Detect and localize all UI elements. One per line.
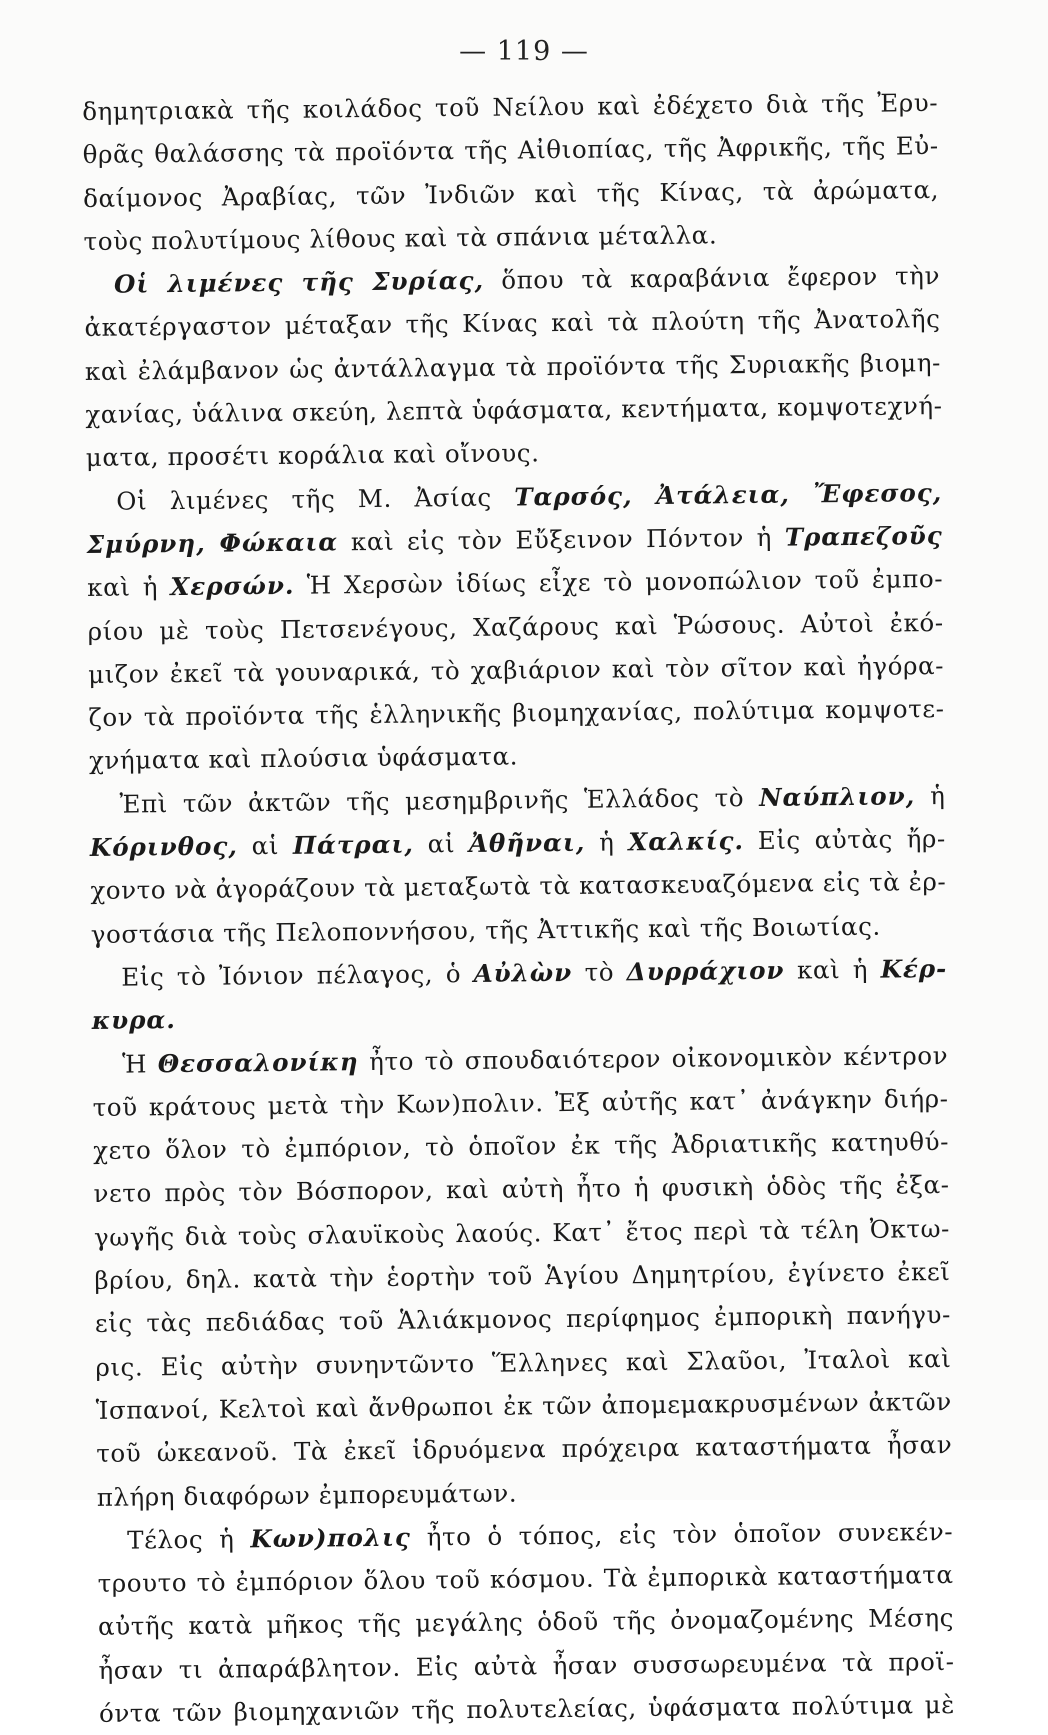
emphasized-place-name: Ταρσός, Ἀτάλεια, Ἔφεσος,	[514, 477, 943, 512]
text-span: ρις. Εἰς αὐτὴν συνηντῶντο Ἕλληνες καὶ Σλαῦοι, Ἰταλοὶ καὶ	[95, 1343, 952, 1382]
text-span: ματα, προσέτι κοράλια καὶ οἴνους.	[85, 438, 540, 473]
text-span: Εἰς τὸ Ἰόνιον πέλαγος, ὁ	[121, 958, 474, 992]
text-span: δαίμονος Ἀραβίας, τῶν Ἰνδιῶν καὶ τῆς Κίνας, τὰ ἀρώματα,	[82, 174, 940, 213]
text-span: ἦτο τὸ σπουδαιότερον οἰκονομικὸν κέντρον	[358, 1040, 949, 1076]
text-span: Εἰς αὐτὰς ἤρ-	[743, 824, 947, 856]
text-span: νετο πρὸς τὸν Βόσπορον, καὶ αὐτὴ ἦτο ἡ φυσικὴ ὁδὸς τῆς ἐξα-	[93, 1170, 950, 1209]
text-span: καὶ εἰς τὸν Εὔξεινον Πόντον ἡ	[338, 522, 785, 557]
text-span: όντα τῶν βιομηχανιῶν τῆς πολυτελείας, ὑφάσματα πολύτιμα μὲ	[98, 1689, 956, 1728]
text-span: ρίου μὲ τοὺς Πετσενέγους, Χαζάρους καὶ Ῥώσους. Αὐτοὶ ἐκό-	[87, 607, 944, 646]
text-span: γοστάσια τῆς Πελοποννήσου, τῆς Ἀττικῆς καὶ τῆς Βοιωτίας.	[90, 911, 881, 949]
text-span: τὸ	[571, 957, 627, 987]
emphasized-place-name: Αὐλὼν	[473, 957, 573, 988]
text-line	[96, 1423, 952, 1475]
text-span: βρίου, δηλ. κατὰ τὴν ἑορτὴν τοῦ Ἁγίου Δημητρίου, ἐγίνετο ἐκεῖ	[94, 1256, 951, 1295]
text-span: ὅπου τὰ καραβάνια ἔφερον τὴν	[483, 261, 941, 295]
text-span: τοῦ κράτους μετὰ τὴν Κων)πολιν. Ἐξ αὐτῆς κατ᾽ ἀνάγκην διήρ-	[92, 1083, 949, 1122]
page-number: — 119 —	[459, 36, 589, 67]
text-span: αἱ	[237, 830, 294, 861]
text-span: καὶ ἐλάμβανον ὡς ἀντάλλαγμα τὰ προϊόντα τῆς Συριακῆς βιομη-	[84, 347, 942, 386]
emphasized-place-name: Δυρράχιον	[626, 955, 785, 987]
text-span: Τέλος ἡ	[127, 1524, 251, 1555]
text-span: γωγῆς διὰ τοὺς σλαυϊκοὺς λαούς. Κατ᾽ ἔτος περὶ τὰ τέλη Ὀκτω-	[93, 1213, 951, 1252]
text-span: χοντο νὰ ἀγοράζουν τὰ μεταξωτὰ τὰ κατασκευαζόμενα εἰς τὰ ἐρ-	[90, 867, 947, 906]
text-span: πλήρη διαφόρων ἐμπορευμάτων.	[96, 1478, 518, 1512]
emphasized-place-name: Κέρ-	[880, 953, 948, 984]
emphasized-place-name: Κων)πολις	[250, 1522, 411, 1554]
text-span: μιζον ἐκεῖ τὰ γουναρικά, τὸ χαβιάριον καὶ τὸν σῖτον καὶ ἠγόρα-	[87, 650, 945, 689]
body-text	[82, 81, 955, 1735]
emphasized-place-name: Ἀθῆναι,	[468, 827, 586, 859]
text-span: χνήματα καὶ πλούσια ὑφάσματα.	[88, 741, 519, 776]
text-span: ἀκατέργαστον μέταξαν τῆς Κίνας καὶ τὰ πλούτη τῆς Ἀνατολῆς	[84, 304, 941, 343]
text-line	[83, 168, 939, 220]
emphasized-place-name: Ναύπλιον,	[758, 781, 916, 812]
emphasized-place-name: Κόρινθος,	[89, 831, 238, 863]
text-span: αἱ	[413, 829, 470, 859]
text-span: ἡ	[585, 827, 629, 857]
emphasized-place-name: Πάτραι,	[292, 829, 415, 860]
text-span: Ἡ Χερσὼν ἰδίως εἶχε τὸ μονοπώλιον τοῦ ἐμπο-	[294, 564, 944, 601]
text-span: δημητριακὰ τῆς κοιλάδος τοῦ Νείλου καὶ ἐδέχετο διὰ τῆς Ἐρυ-	[82, 88, 939, 126]
text-span: εἰς τὰς πεδιάδας τοῦ Ἁλιάκμονος περίφημος ἐμπορικὴ πανήγυ-	[94, 1300, 952, 1339]
text-span: χετο ὅλον τὸ ἐμπόριον, τὸ ὁποῖον ἐκ τῆς Ἀδριατικῆς κατηυθύ-	[92, 1127, 950, 1166]
text-span: θρᾶς θαλάσσης τὰ προϊόντα τῆς Αἰθιοπίας, τῆς Ἀφρικῆς, τῆς Εὐ-	[82, 131, 939, 170]
text-span: τρουτο τὸ ἐμπόριον ὅλου τοῦ κόσμου. Τὰ ἐμπορικὰ καταστήματα	[97, 1560, 954, 1599]
text-line	[91, 947, 947, 999]
text-span: καὶ ἡ	[87, 572, 171, 603]
text-span: αὐτῆς κατὰ μῆκος τῆς μεγάλης ὁδοῦ τῆς ὀνομαζομένης Μέσης	[97, 1603, 955, 1642]
text-span: ἦτο ὁ τόπος, εἰς τὸν ὁποῖον συνεκέν-	[410, 1516, 954, 1552]
text-span: ἡ	[915, 780, 946, 811]
text-span: χανίας, ὑάλινα σκεύη, λεπτὰ ὑφάσματα, κεντήματα, κομψοτεχνή-	[85, 391, 943, 430]
emphasized-place-name: Χερσών.	[170, 571, 295, 602]
text-line	[99, 1683, 955, 1735]
text-span: τοῦ ὠκεανοῦ. Τὰ ἐκεῖ ἱδρυόμενα πρόχειρα καταστήματα ἦσαν	[96, 1430, 953, 1469]
emphasized-place-name: Χαλκίς.	[628, 826, 745, 857]
text-span: Ἐπὶ τῶν ἀκτῶν τῆς μεσημβρινῆς Ἑλλάδος τὸ	[119, 782, 760, 819]
emphasized-place-name: Τραπεζοῦς	[784, 520, 943, 552]
emphasized-place-name: Θεσσαλονίκη	[157, 1046, 359, 1078]
text-span: Οἱ λιμένες τῆς Μ. Ἀσίας	[116, 482, 515, 516]
emphasized-place-name: κυρα.	[91, 1005, 176, 1036]
emphasized-place-name: Σμύρνη, Φώκαια	[86, 527, 339, 559]
text-span: Ἡ	[122, 1048, 158, 1079]
emphasized-place-name: Οἱ λιμένες τῆς Συρίας,	[113, 265, 485, 299]
text-span: τοὺς πολυτίμους λίθους καὶ τὰ σπάνια μέταλλα.	[83, 220, 718, 256]
text-span: καὶ ἡ	[784, 954, 881, 985]
text-span: Ἱσπανοί, Κελτοὶ καὶ ἄνθρωποι ἐκ τῶν ἀπομεμακρυσμένων ἀκτῶν	[95, 1386, 952, 1425]
text-span: ἦσαν τι ἀπαράβλητον. Εἰς αὐτὰ ἦσαν συσσωρευμένα τὰ προϊ-	[98, 1646, 955, 1685]
text-span: ζον τὰ προϊόντα τῆς ἑλληνικῆς βιομηχανίας, πολύτιμα κομψοτε-	[88, 694, 945, 733]
